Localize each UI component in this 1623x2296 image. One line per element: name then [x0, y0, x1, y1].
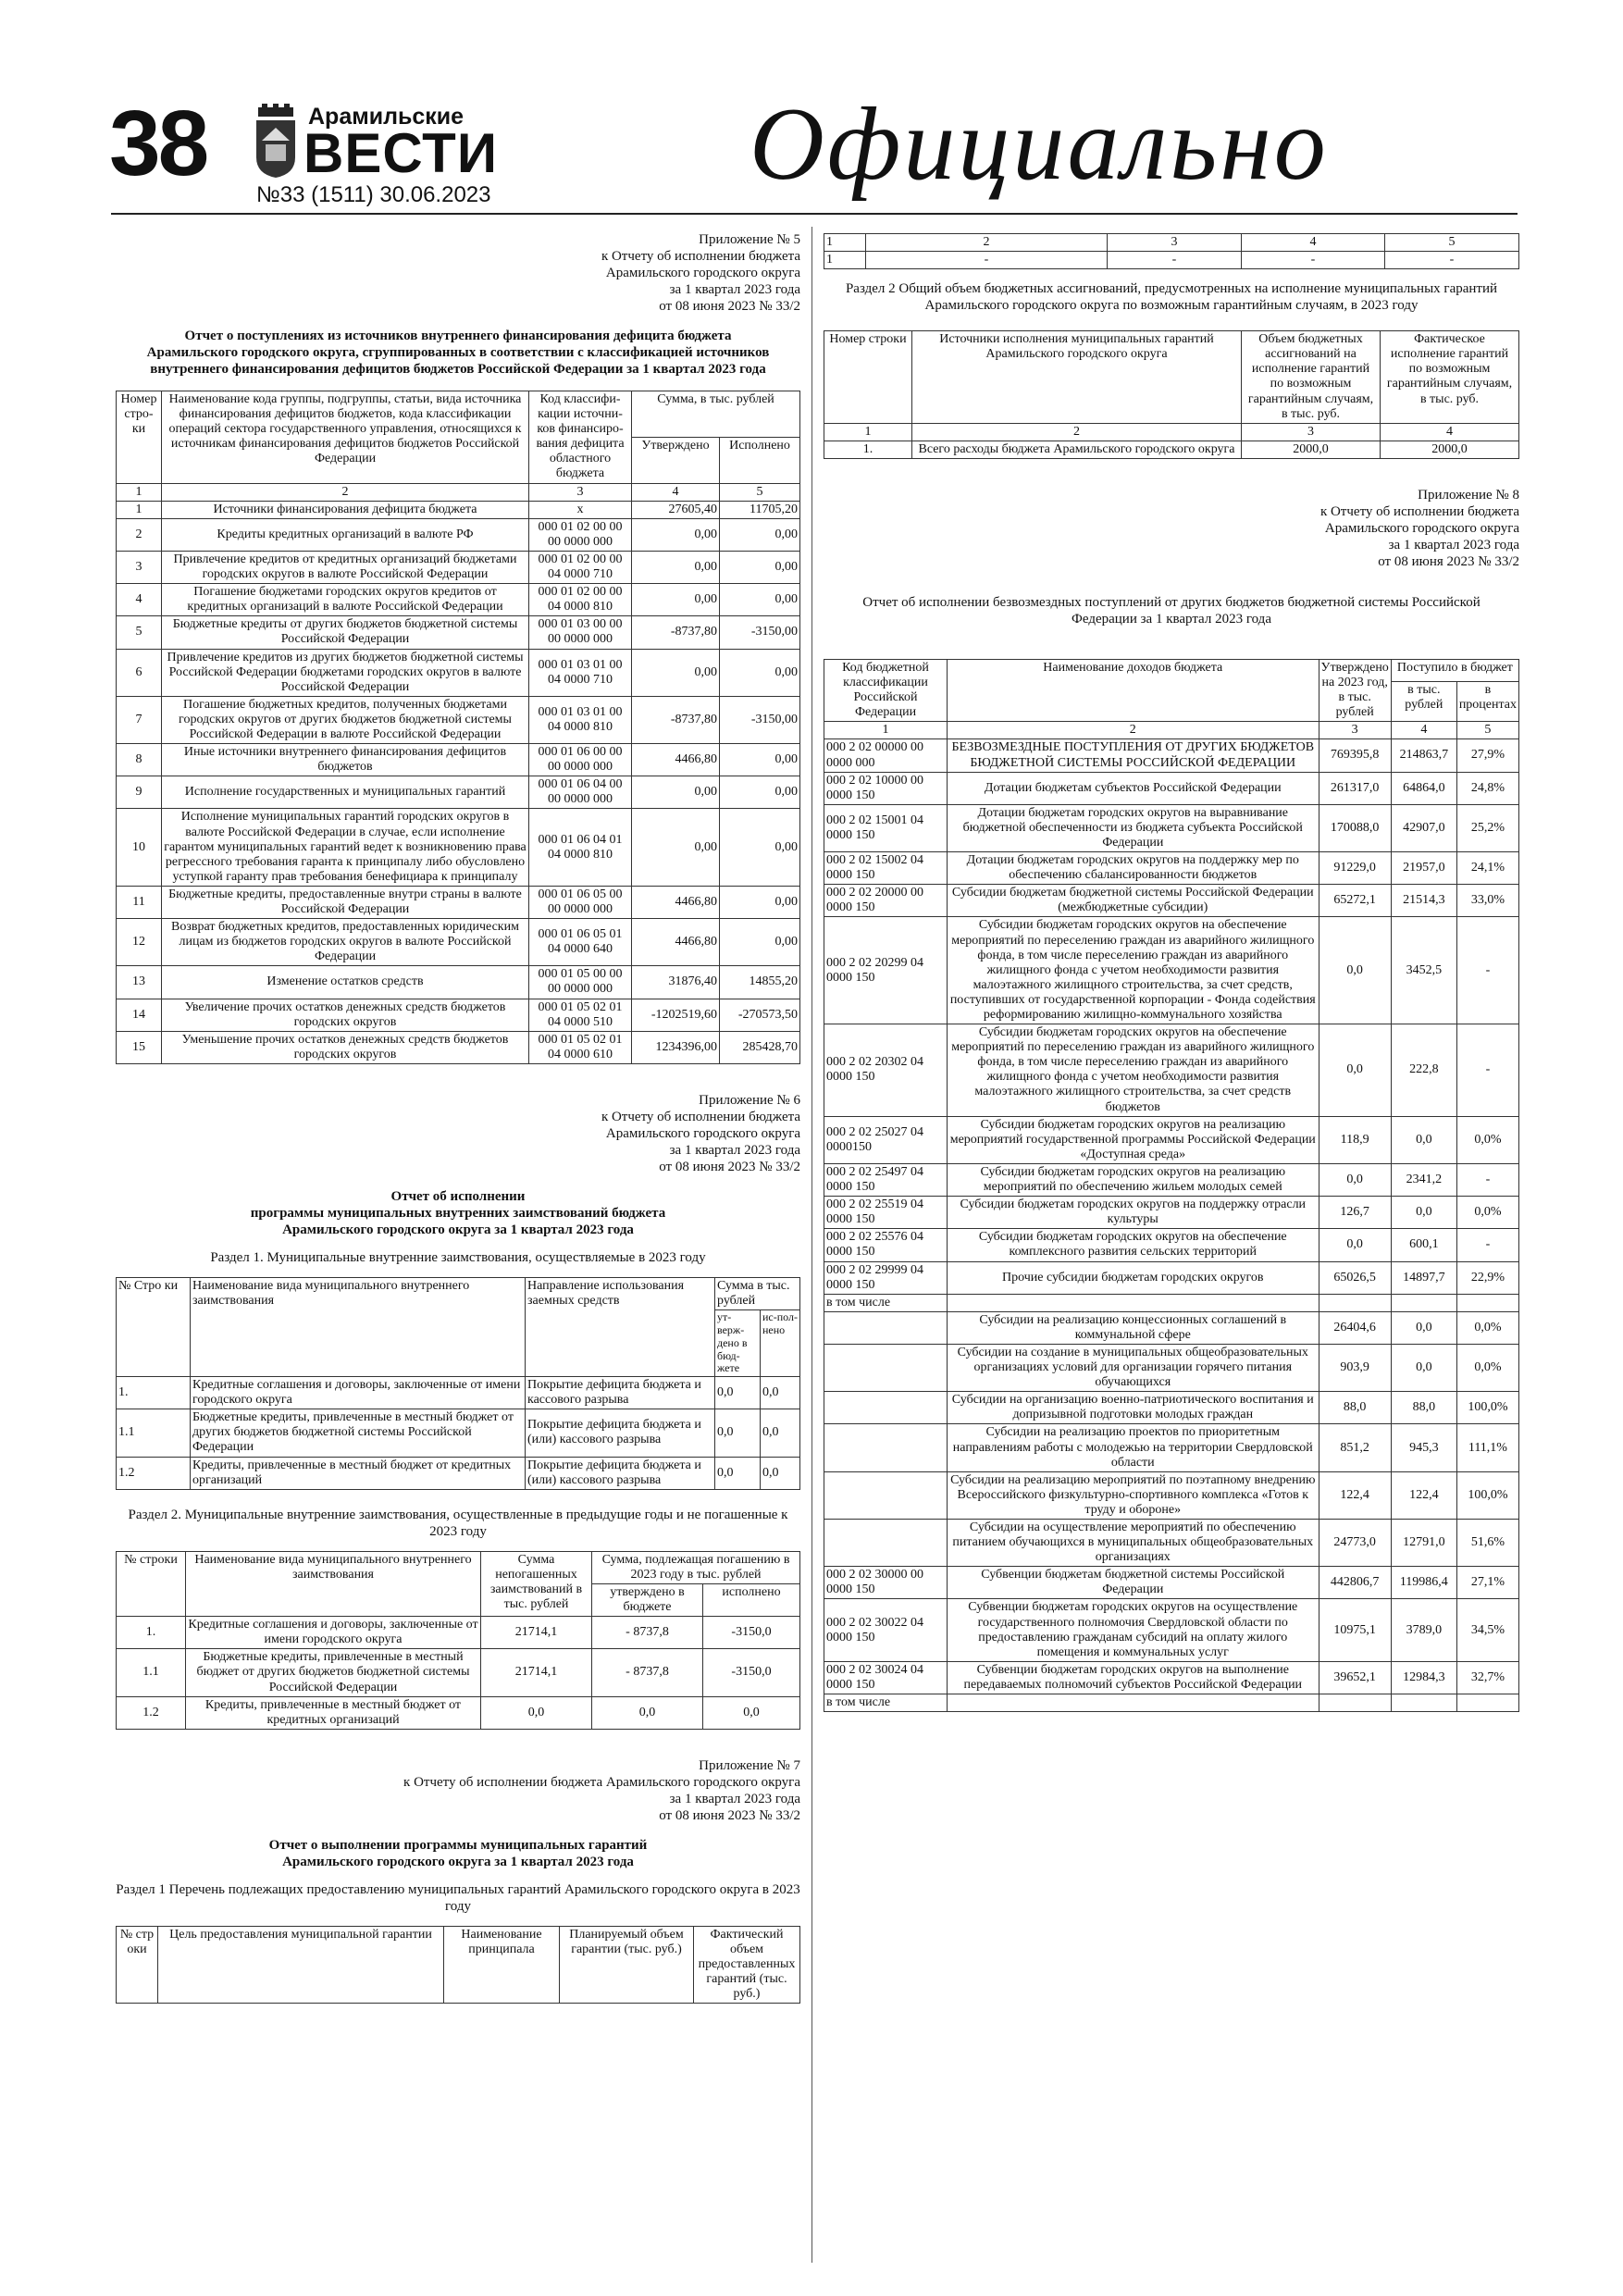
- table-cell: 0,0: [592, 1696, 703, 1729]
- table-cell: Прочие субсидии бюджетам городских округов: [948, 1261, 1319, 1294]
- table-cell: 91229,0: [1319, 852, 1391, 885]
- table-cell: -270573,50: [720, 999, 800, 1031]
- table-cell: 14855,20: [720, 966, 800, 999]
- table-cell: 000 2 02 25027 04 0000150: [824, 1116, 948, 1163]
- table-cell: 000 2 02 25576 04 0000 150: [824, 1229, 948, 1261]
- table-cell: - 8737,8: [592, 1617, 703, 1649]
- table-cell: 12: [117, 919, 162, 966]
- table-cell: -: [1456, 917, 1518, 1024]
- table-cell: -: [1456, 1163, 1518, 1196]
- table-row: [824, 739, 1519, 772]
- table-cell: [824, 1392, 948, 1424]
- table-row: [824, 1661, 1519, 1694]
- table-row: [117, 1617, 800, 1649]
- table-cell: Субсидии на реализацию концессионных соглашений в коммунальной сфере: [948, 1311, 1319, 1344]
- table-cell: 14: [117, 999, 162, 1031]
- table-cell: 0,00: [720, 744, 800, 776]
- table-cell: Дотации бюджетам субъектов Российской Федерации: [948, 772, 1319, 804]
- table-cell: 31876,40: [632, 966, 720, 999]
- table-row: [824, 1694, 1519, 1712]
- table-cell: [1391, 1694, 1456, 1712]
- table-cell: 000 2 02 00000 00 0000 000: [824, 739, 948, 772]
- table-cell: 122,4: [1391, 1471, 1456, 1519]
- table-cell: 0,00: [720, 809, 800, 886]
- table-cell: 0,0: [715, 1457, 761, 1489]
- table-cell: 000 01 06 05 01 04 0000 640: [529, 919, 632, 966]
- table-cell: 000 01 03 01 00 04 0000 710: [529, 649, 632, 696]
- table-row: [117, 999, 800, 1031]
- table-cell: [824, 1424, 948, 1471]
- table-cell: [1456, 1694, 1518, 1712]
- table-row: [824, 1311, 1519, 1344]
- table-cell: Исполнение муниципальных гарантий городских округов в валюте Российской Федерации в случае, если исполнение гарантом муниципальных гарантий ведет к возникновению права регрессного требования гаранта к принципалу либо обусловлено уступкой гаранту прав требования бенефициара к принципалу: [162, 809, 529, 886]
- table-cell: x: [529, 501, 632, 518]
- table-cell: Субвенции бюджетам городских округов на выполнение передаваемых полномочий субъектов Российской Федерации: [948, 1661, 1319, 1694]
- borrowings-table-2-body: [117, 1617, 800, 1730]
- table-row: [824, 772, 1519, 804]
- table-cell: 0,00: [720, 886, 800, 918]
- table-row: [824, 1471, 1519, 1519]
- table-cell: 0,0: [761, 1457, 800, 1489]
- table-cell: 0,0: [761, 1377, 800, 1409]
- table-cell: Субсидии на организацию военно-патриотического воспитания и допризывной подготовки молодых граждан: [948, 1392, 1319, 1424]
- table-cell: 000 01 05 02 01 04 0000 510: [529, 999, 632, 1031]
- table-cell: Субсидии на реализацию мероприятий по поэтапному внедрению Всероссийского физкультурно-спортивного комплекса «Готов к труду и обороне»: [948, 1471, 1319, 1519]
- table-row: [824, 885, 1519, 917]
- table-row: [824, 1599, 1519, 1661]
- table-cell: 000 2 02 30022 04 0000 150: [824, 1599, 948, 1661]
- appendix-6-section-2-title: Раздел 2. Муниципальные внутренние заимствования, осуществленные в предыдущие годы и не погашенные к 2023 году: [128, 1507, 788, 1539]
- table-cell: 261317,0: [1319, 772, 1391, 804]
- table-cell: Кредиты, привлеченные в местный бюджет от кредитных организаций: [186, 1696, 481, 1729]
- table-cell: 10: [117, 809, 162, 886]
- table-cell: Источники финансирования дефицита бюджета: [162, 501, 529, 518]
- table-cell: 000 2 02 25519 04 0000 150: [824, 1197, 948, 1229]
- table-row: [117, 616, 800, 649]
- table-cell: 100,0%: [1456, 1471, 1518, 1519]
- table-cell: 000 01 05 02 01 04 0000 610: [529, 1031, 632, 1063]
- left-column: [116, 231, 800, 2004]
- table-cell: Субсидии бюджетам городских округов на обеспечение мероприятий по переселению граждан из аварийного жилищного фонда, в том числе переселению граждан из аварийного жилищного фонда с учетом необходимости развития малоэтажного жилищного строительства, за счет средств бюджетов: [948, 1024, 1319, 1117]
- table-cell: Привлечение кредитов от кредитных организаций бюджетами городских округов в валюте Российской Федерации: [162, 551, 529, 583]
- appendix-8-title: Отчет об исполнении безвозмездных поступлений от других бюджетов бюджетной системы Российской Федерации за 1 квартал 2023 года: [862, 594, 1481, 627]
- table-cell: Изменение остатков средств: [162, 966, 529, 999]
- table-cell: 4: [117, 584, 162, 616]
- table-row: [824, 852, 1519, 885]
- table-cell: 000 2 02 30024 04 0000 150: [824, 1661, 948, 1694]
- table-cell: 51,6%: [1456, 1520, 1518, 1567]
- table-cell: 24,1%: [1456, 852, 1518, 885]
- table-cell: Кредиты кредитных организаций в валюте РФ: [162, 518, 529, 551]
- table-cell: 0,0: [481, 1696, 592, 1729]
- table-cell: 3: [117, 551, 162, 583]
- table-cell: 3789,0: [1391, 1599, 1456, 1661]
- table-cell: [824, 1520, 948, 1567]
- table-cell: [1391, 1294, 1456, 1311]
- table-cell: -3150,0: [703, 1649, 800, 1696]
- borrowings-table-1: № Стро ки Наименование вида муниципального внутреннего заимствования Направление использования заемных средств Сумма в тыс. рублей ут-верж-дено в бюд-жете ис-пол-нено 1. Кредитные соглашения и договоры, заключенные от имени городского округа Покрытие дефицита бюджета и кассового разрыва 0,0 0,0 1.1 Бюджетные кредиты, привлеченные в местный бюджет от других бюджетов бюджетной системы Российской Федерации Покрытие дефицита бюджета и (или) кассового разрыва 0,0 0,0 1.2 Кредиты, привлеченные в местный бюджет от кредитных организаций Покрытие дефицита бюджета и (или) кассового разрыва 0,0 0,0: [116, 1277, 800, 1490]
- guarantees-table-1: 1 2 3 4 5 1 - - - -: [824, 233, 1519, 269]
- table-cell: 000 2 02 25497 04 0000 150: [824, 1163, 948, 1196]
- table-cell: 88,0: [1391, 1392, 1456, 1424]
- appendix-6-section-1-title: Раздел 1. Муниципальные внутренние заимствования, осуществляемые в 2023 году: [210, 1249, 706, 1265]
- table-cell: [824, 1311, 948, 1344]
- table-cell: -: [1456, 1024, 1518, 1117]
- table-cell: 11: [117, 886, 162, 918]
- table-cell: Иные источники внутреннего финансирования дефицитов бюджетов: [162, 744, 529, 776]
- table-cell: 769395,8: [1319, 739, 1391, 772]
- logo-title: ВЕСТИ: [304, 122, 498, 184]
- table-cell: 14897,7: [1391, 1261, 1456, 1294]
- table-cell: 0,0: [1319, 1229, 1391, 1261]
- table-row: [117, 1409, 800, 1457]
- table-row: [824, 1163, 1519, 1196]
- table-cell: 111,1%: [1456, 1424, 1518, 1471]
- table-row: [117, 1649, 800, 1696]
- table-cell: 4466,80: [632, 919, 720, 966]
- table-row: [824, 1116, 1519, 1163]
- table-cell: 4466,80: [632, 744, 720, 776]
- table-cell: Бюджетные кредиты от других бюджетов бюджетной системы Российской Федерации: [162, 616, 529, 649]
- table-cell: 0,0: [715, 1409, 761, 1457]
- table-cell: Исполнение государственных и муниципальных гарантий: [162, 776, 529, 809]
- table-cell: [1456, 1294, 1518, 1311]
- table-cell: 0,0: [761, 1409, 800, 1457]
- table-cell: Субсидии бюджетам городских округов на обеспечение мероприятий по переселению граждан из аварийного жилищного фонда, в том числе переселению граждан из аварийного жилищного фонда с учетом необходимости развития малоэтажного жилищного строительства, за счет средств, поступивших от государственной корпорации - Фонда содействия реформированию жилищно-коммунального хозяйства: [948, 917, 1319, 1024]
- table-cell: 0,0: [1391, 1344, 1456, 1391]
- table-cell: Дотации бюджетам городских округов на поддержку мер по обеспечению сбалансированности бюджетов: [948, 852, 1319, 885]
- table-cell: 222,8: [1391, 1024, 1456, 1117]
- sources-table: Номер стро-ки Наименование кода группы, подгруппы, статьи, вида источника финансирования дефицитов бюджетов, кода классификации операций сектора государственного управления, относящихся к источникам финансирования дефицитов бюджетов Российской Федерации Код классифи-кации источни-ков финансиро-вания дефицита областного бюджета Сумма, в тыс. рублей Утверждено Исполнено 1 2 3 4 5 1 Источники финансирования дефицита бюджета x 27605,40 11705,20 2 Кредиты кредитных организаций в валюте РФ 000 01 02 00 00 00 0000 000 0,00 0,00 3 Привлечение кредитов от кредитных организаций бюджетами городских округов в валюте Российской Федерации 000 01 02 00 00 04 0000 710 0,00 0,00 4 Погашение бюджетами городских округов кредитов от кредитных организаций в валюте Российской Федерации 000 01 02 00 00 04 0000 810 0,00 0,00 5 Бюджетные кредиты от других бюджетов бюджетной системы Российской Федерации 000 01 03 00 00 00 0000 000 -8737,80 -3150,00 6 Привлечение кредитов из других бюджетов бюджетной системы Российской Федерации бюджетами городских округов в валюте Российской Федерации 000 01 03 01 00 04 0000 710 0,00 0,00 7 Погашение бюджетных кредитов, полученных бюджетами городских округов от других бюджетов бюджетной системы Российской Федерации в валюте Российской Федерации 000 01 03 01 00 04 0000 810 -8737,80 -3150,00 8 Иные источники внутреннего финансирования дефицитов бюджетов 000 01 06 00 00 00 0000 000 4466,80 0,00 9 Исполнение государственных и муниципальных гарантий 000 01 06 04 00 00 0000 000 0,00 0,00 10 Исполнение муниципальных гарантий городских округов в валюте Российской Федерации в случае, если исполнение гарантом муниципальных гарантий ведет к возникновению права регрессного требования гаранта к принципалу либо обусловлено уступкой гаранту прав требования бенефициара к принципалу 000 01 06 04 01 04 0000 810 0,00 0,00 11 Бюджетные кредиты, предоставленные внутри страны в валюте Российской Федерации 000 01 06 05 00 00 0000 000 4466,80 0,00 12 Возврат бюджетных кредитов, предоставленных юридическим лицам из бюджетов городских округов в валюте Российской Федерации 000 01 06 05 01 04 0000 640 4466,80 0,00 13 Изменение остатков средств 000 01 05 00 00 00 0000 000 31876,40 14855,20 14 Увеличение прочих остатков денежных средств бюджетов городских округов 000 01 05 02 01 04 0000 510 -1202519,60 -270573,50 15 Уменьшение прочих остатков денежных средств бюджетов городских округов 000 01 05 02 01 04 0000 610 1234396,00 285428,70: [116, 391, 800, 1064]
- table-row: [824, 1294, 1519, 1311]
- appendix-5-title: Отчет о поступлениях из источников внутреннего финансирования дефицита бюджета Арамильского городского округа, сгруппированных в соответствии с классификацией источников внутреннего финансирования дефицитов бюджетов Российской Федерации за 1 квартал 2023 года: [146, 329, 770, 377]
- table-cell: 0,0: [1319, 917, 1391, 1024]
- table-cell: 11705,20: [720, 501, 800, 518]
- table-cell: 0,00: [632, 809, 720, 886]
- appendix-5-label: Приложение № 5 к Отчету об исполнении бюджета Арамильского городского округа за 1 квартал 2023 года от 08 июня 2023 № 33/2: [601, 232, 800, 314]
- table-cell: 000 01 06 00 00 00 0000 000: [529, 744, 632, 776]
- table-cell: 126,7: [1319, 1197, 1391, 1229]
- table-cell: Субсидии на реализацию проектов по приоритетным направлениям работы с молодежью на территории Свердловской области: [948, 1424, 1319, 1471]
- table-cell: 3452,5: [1391, 917, 1456, 1024]
- borrowings-table-2: № строки Наименование вида муниципального внутреннего заимствования Сумма непогашенных заимствований в тыс. рублей Сумма, подлежащая погашению в 2023 году в тыс. рублей утверждено в бюджете исполнено 1. Кредитные соглашения и договоры, заключенные от имени городского округа 21714,1 - 8737,8 -3150,0 1.1 Бюджетные кредиты, привлеченные в местный бюджет от других бюджетов бюджетной системы Российской Федерации 21714,1 - 8737,8 -3150,0 1.2 Кредиты, привлеченные в местный бюджет от кредитных организаций 0,0 0,0 0,0: [116, 1551, 800, 1730]
- table-cell: 000 2 02 15002 04 0000 150: [824, 852, 948, 885]
- table-cell: 26404,6: [1319, 1311, 1391, 1344]
- table-row: [117, 776, 800, 809]
- table-cell: 000 01 06 05 00 00 0000 000: [529, 886, 632, 918]
- table-row: [117, 744, 800, 776]
- table-cell: 34,5%: [1456, 1599, 1518, 1661]
- table-cell: 000 01 02 00 00 04 0000 810: [529, 584, 632, 616]
- table-cell: 000 01 03 01 00 04 0000 810: [529, 696, 632, 743]
- table-cell: 39652,1: [1319, 1661, 1391, 1694]
- table-row: [117, 518, 800, 551]
- table-cell: 6: [117, 649, 162, 696]
- table-cell: 25,2%: [1456, 804, 1518, 851]
- appendix-7-label: Приложение № 7 к Отчету об исполнении бюджета Арамильского городского округа за 1 квартал 2023 года от 08 июня 2023 № 33/2: [403, 1757, 800, 1823]
- table-cell: Покрытие дефицита бюджета и (или) кассового разрыва: [526, 1457, 715, 1489]
- table-cell: 851,2: [1319, 1424, 1391, 1471]
- table-row: [117, 809, 800, 886]
- table-cell: 27,9%: [1456, 739, 1518, 772]
- table-row: [824, 1197, 1519, 1229]
- table-row: [117, 584, 800, 616]
- table-cell: 0,00: [632, 584, 720, 616]
- table-cell: Субсидии бюджетам городских округов на реализацию мероприятий по обеспечению жильем молодых семей: [948, 1163, 1319, 1196]
- table-cell: 0,0: [1391, 1311, 1456, 1344]
- table-cell: 0,00: [720, 649, 800, 696]
- table-cell: 65026,5: [1319, 1261, 1391, 1294]
- table-cell: Субвенции бюджетам бюджетной системы Российской Федерации: [948, 1567, 1319, 1599]
- page-number: 38: [109, 92, 207, 195]
- table-cell: 21714,1: [481, 1617, 592, 1649]
- table-row: [117, 696, 800, 743]
- table-cell: -3150,00: [720, 616, 800, 649]
- table-cell: Кредитные соглашения и договоры, заключенные от имени городского округа: [191, 1377, 526, 1409]
- appendix-7-section-2-title: Раздел 2 Общий объем бюджетных ассигнований, предусмотренных на исполнение муниципальных гарантий Арамильского городского округа по возможным гарантийным случаям, в 2023 году: [845, 281, 1498, 314]
- table-cell: Субсидии бюджетам городских округов на обеспечение комплексного развития сельских территорий: [948, 1229, 1319, 1261]
- appendix-7-title: Отчет о выполнении программы муниципальных гарантий Арамильского городского округа за 1 квартал 2023 года: [268, 1837, 648, 1869]
- table-cell: 214863,7: [1391, 739, 1456, 772]
- table-cell: 000 01 02 00 00 00 0000 000: [529, 518, 632, 551]
- table-cell: 442806,7: [1319, 1567, 1391, 1599]
- table-cell: Субсидии бюджетам городских округов на поддержку отрасли культуры: [948, 1197, 1319, 1229]
- table-cell: Субсидии на создание в муниципальных общеобразовательных организациях условий для организации горячего питания обучающихся: [948, 1344, 1319, 1391]
- table-cell: Субсидии на осуществление мероприятий по обеспечению питанием обучающихся в муниципальных общеобразовательных организациях: [948, 1520, 1319, 1567]
- table-cell: 945,3: [1391, 1424, 1456, 1471]
- table-cell: Кредитные соглашения и договоры, заключенные от имени городского округа: [186, 1617, 481, 1649]
- table-cell: 8: [117, 744, 162, 776]
- header-rule: [111, 213, 1518, 215]
- table-cell: - 8737,8: [592, 1649, 703, 1696]
- table-cell: 32,7%: [1456, 1661, 1518, 1694]
- table-cell: [824, 1471, 948, 1519]
- table-cell: Бюджетные кредиты, привлеченные в местный бюджет от других бюджетов бюджетной системы Российской Федерации: [191, 1409, 526, 1457]
- table-row: [117, 649, 800, 696]
- table-cell: 24,8%: [1456, 772, 1518, 804]
- table-cell: 42907,0: [1391, 804, 1456, 851]
- table-cell: -: [1456, 1229, 1518, 1261]
- table-row: [824, 804, 1519, 851]
- table-cell: 000 01 02 00 00 04 0000 710: [529, 551, 632, 583]
- table-row: [117, 551, 800, 583]
- grants-table-body: [824, 739, 1519, 1712]
- grants-table: Код бюджетной классификации Российской Федерации Наименование доходов бюджета Утверждено на 2023 год, в тыс. рублей Поступило в бюджет в тыс. рублей в процентах 1 2 3 4 5 000 2 02 00000 00 0000 000 БЕЗВОЗМЕЗДНЫЕ ПОСТУПЛЕНИЯ ОТ ДРУГИХ БЮДЖЕТОВ БЮДЖЕТНОЙ СИСТЕМЫ РОССИЙСКОЙ ФЕДЕРАЦИИ 769395,8 214863,7 27,9% 000 2 02 10000 00 0000 150 Дотации бюджетам субъектов Российской Федерации 261317,0 64864,0 24,8% 000 2 02 15001 04 0000 150 Дотации бюджетам городских округов на выравнивание бюджетной обеспеченности из бюджета субъекта Российской Федерации 170088,0 42907,0 25,2% 000 2 02 15002 04 0000 150 Дотации бюджетам городских округов на поддержку мер по обеспечению сбалансированности бюджетов 91229,0 21957,0 24,1% 000 2 02 20000 00 0000 150 Субсидии бюджетам бюджетной системы Российской Федерации (межбюджетные субсидии) 65272,1 21514,3 33,0% 000 2 02 20299 04 0000 150 Субсидии бюджетам городских округов на обеспечение мероприятий по переселению граждан из аварийного жилищного фонда, в том числе переселению граждан из аварийного жилищного фонда с учетом необходимости развития малоэтажного жилищного строительства, за счет средств, поступивших от государственной корпорации - Фонда содействия реформированию жилищно-коммунального хозяйства 0,0 3452,5 - 000 2 02 20302 04 0000 150 Субсидии бюджетам городских округов на обеспечение мероприятий по переселению граждан из аварийного жилищного фонда, в том числе переселению граждан из аварийного жилищного фонда с учетом необходимости развития малоэтажного жилищного строительства, за счет средств бюджетов 0,0 222,8 - 000 2 02 25027 04 0000150 Субсидии бюджетам городских округов на реализацию мероприятий государственной программы Российской Федерации «Доступная среда» 118,9 0,0 0,0% 000 2 02 25497 04 0000 150 Субсидии бюджетам городских округов на реализацию мероприятий по обеспечению жильем молодых семей 0,0 2341,2 - 000 2 02 25519 04 0000 150 Субсидии бюджетам городских округов на поддержку отрасли культуры 126,7 0,0 0,0% 000 2 02 25576 04 0000 150 Субсидии бюджетам городских округов на обеспечение комплексного развития сельских территорий 0,0 600,1 - 000 2 02 29999 04 0000 150 Прочие субсидии бюджетам городских округов 65026,5 14897,7 22,9% в том числе Субсидии на реализацию концессионных соглашений в коммунальной сфере 26404,6 0,0 0,0% Субсидии на создание в муниципальных общеобразовательных организациях условий для организации горячего питания обучающихся 903,9 0,0 0,0% Субсидии на организацию военно-патриотического воспитания и допризывной подготовки молодых граждан 88,0 88,0 100,0% Субсидии на реализацию проектов по приоритетным направлениям работы с молодежью на территории Свердловской области 851,2 945,3 111,1% Субсидии на реализацию мероприятий по поэтапному внедрению Всероссийского физкультурно-спортивного комплекса «Готов к труду и обороне» 122,4 122,4 100,0% Субсидии на осуществление мероприятий по обеспечению питанием обучающихся в муниципальных общеобразовательных организациях 24773,0 12791,0 51,6% 000 2 02 30000 00 0000 150 Субвенции бюджетам бюджетной системы Российской Федерации 442806,7 119986,4 27,1% 000 2 02 30022 04 0000 150 Субвенции бюджетам городских округов на осуществление государственного полномочия Свердловской области по предоставлению гражданам субсидий на оплату жилого помещения и коммунальных услуг 10975,1 3789,0 34,5% 000 2 02 30024 04 0000 150 Субвенции бюджетам городских округов на выполнение передаваемых полномочий субъектов Российской Федерации 39652,1 12984,3 32,7% в том числе: [824, 659, 1519, 1712]
- table-cell: 0,0%: [1456, 1197, 1518, 1229]
- table-cell: 0,00: [720, 518, 800, 551]
- table-row: [824, 1567, 1519, 1599]
- table-cell: 0,00: [720, 551, 800, 583]
- table-cell: [948, 1694, 1319, 1712]
- table-row: [824, 1520, 1519, 1567]
- table-row: [824, 917, 1519, 1024]
- table-cell: 000 2 02 20302 04 0000 150: [824, 1024, 948, 1117]
- table-row: [117, 966, 800, 999]
- table-row: [117, 1031, 800, 1063]
- table-cell: 4466,80: [632, 886, 720, 918]
- table-cell: 5: [117, 616, 162, 649]
- table-cell: Погашение бюджетных кредитов, полученных бюджетами городских округов от других бюджетов бюджетной системы Российской Федерации в валюте Российской Федерации: [162, 696, 529, 743]
- table-cell: 1234396,00: [632, 1031, 720, 1063]
- table-cell: 1.: [117, 1377, 191, 1409]
- table-cell: БЕЗВОЗМЕЗДНЫЕ ПОСТУПЛЕНИЯ ОТ ДРУГИХ БЮДЖЕТОВ БЮДЖЕТНОЙ СИСТЕМЫ РОССИЙСКОЙ ФЕДЕРАЦИИ: [948, 739, 1319, 772]
- table-cell: 2341,2: [1391, 1163, 1456, 1196]
- table-cell: Кредиты, привлеченные в местный бюджет от кредитных организаций: [191, 1457, 526, 1489]
- table-cell: 88,0: [1319, 1392, 1391, 1424]
- appendix-7-section-1-title: Раздел 1 Перечень подлежащих предоставлению муниципальных гарантий Арамильского городского округа в 2023 году: [116, 1881, 800, 1914]
- table-row: [117, 886, 800, 918]
- table-cell: Привлечение кредитов из других бюджетов бюджетной системы Российской Федерации бюджетами городских округов в валюте Российской Федерации: [162, 649, 529, 696]
- table-cell: 000 2 02 30000 00 0000 150: [824, 1567, 948, 1599]
- table-row: [824, 1392, 1519, 1424]
- coat-of-arms-icon: [253, 104, 299, 180]
- table-cell: 0,00: [632, 649, 720, 696]
- table-cell: 21957,0: [1391, 852, 1456, 885]
- guarantees-table-2: Номер строки Источники исполнения муниципальных гарантий Арамильского городского округа Объем бюджетных ассигнований на исполнение гарантий по возможным гарантийным случаям, в тыс. руб. Фактическое исполнение гарантий по возможным гарантийным случаям, в тыс. руб. 1 2 3 4 1. Всего расходы бюджета Арамильского городского округа 2000,0 2000,0: [824, 330, 1519, 459]
- table-cell: 119986,4: [1391, 1567, 1456, 1599]
- table-cell: 13: [117, 966, 162, 999]
- table-cell: -8737,80: [632, 696, 720, 743]
- table-cell: [948, 1294, 1319, 1311]
- table-cell: -3150,0: [703, 1617, 800, 1649]
- table-cell: [1319, 1694, 1391, 1712]
- table-cell: 100,0%: [1456, 1392, 1518, 1424]
- table-cell: 0,00: [720, 584, 800, 616]
- guarantees-table-1-head: № стр оки Цель предоставления муниципальной гарантии Наименование принципала Планируемый объем гарантии (тыс. руб.) Фактический объем предоставленных гарантий (тыс. руб.): [116, 1926, 800, 2004]
- table-cell: 000 01 06 04 01 04 0000 810: [529, 809, 632, 886]
- table-cell: 0,00: [632, 551, 720, 583]
- table-cell: в том числе: [824, 1294, 948, 1311]
- table-cell: 22,9%: [1456, 1261, 1518, 1294]
- table-cell: 2: [117, 518, 162, 551]
- table-cell: в том числе: [824, 1694, 948, 1712]
- table-cell: 000 2 02 15001 04 0000 150: [824, 804, 948, 851]
- table-cell: 0,0: [1391, 1197, 1456, 1229]
- appendix-8-label: Приложение № 8 к Отчету об исполнении бюджета Арамильского городского округа за 1 квартал 2023 года от 08 июня 2023 № 33/2: [1319, 487, 1519, 569]
- sources-table-body: [117, 501, 800, 1063]
- table-row: [824, 1261, 1519, 1294]
- table-cell: 21714,1: [481, 1649, 592, 1696]
- issue-info: №33 (1511) 30.06.2023: [256, 182, 491, 207]
- table-cell: 285428,70: [720, 1031, 800, 1063]
- table-cell: 000 2 02 29999 04 0000 150: [824, 1261, 948, 1294]
- table-cell: [1319, 1294, 1391, 1311]
- table-cell: 000 2 02 20000 00 0000 150: [824, 885, 948, 917]
- table-cell: 0,00: [720, 919, 800, 966]
- table-row: [824, 1024, 1519, 1117]
- table-cell: 7: [117, 696, 162, 743]
- table-cell: 27605,40: [632, 501, 720, 518]
- table-cell: Покрытие дефицита бюджета и (или) кассового разрыва: [526, 1409, 715, 1457]
- table-cell: 000 01 06 04 00 00 0000 000: [529, 776, 632, 809]
- table-cell: 0,0: [703, 1696, 800, 1729]
- table-cell: 0,0: [715, 1377, 761, 1409]
- table-cell: 000 2 02 10000 00 0000 150: [824, 772, 948, 804]
- table-cell: 15: [117, 1031, 162, 1063]
- table-cell: 64864,0: [1391, 772, 1456, 804]
- table-row: [117, 919, 800, 966]
- table-cell: 0,00: [632, 518, 720, 551]
- table-cell: 65272,1: [1319, 885, 1391, 917]
- table-row: [117, 501, 800, 518]
- newspaper-logo: [253, 104, 498, 184]
- table-cell: 000 01 05 00 00 00 0000 000: [529, 966, 632, 999]
- table-cell: Бюджетные кредиты, привлеченные в местный бюджет от других бюджетов бюджетной системы Российской Федерации: [186, 1649, 481, 1696]
- table-cell: 10975,1: [1319, 1599, 1391, 1661]
- table-cell: -1202519,60: [632, 999, 720, 1031]
- table-cell: 33,0%: [1456, 885, 1518, 917]
- table-cell: 0,0%: [1456, 1116, 1518, 1163]
- appendix-6-title: Отчет об исполнении программы муниципальных внутренних заимствований бюджета Арамильского городского округа за 1 квартал 2023 года: [250, 1188, 666, 1237]
- table-cell: 0,0: [1319, 1024, 1391, 1117]
- table-cell: 1.1: [117, 1649, 186, 1696]
- table-cell: -8737,80: [632, 616, 720, 649]
- table-cell: 1.2: [117, 1696, 186, 1729]
- table-row: [117, 1696, 800, 1729]
- table-cell: Возврат бюджетных кредитов, предоставленных юридическим лицам из бюджетов городских округов в валюте Российской Федерации: [162, 919, 529, 966]
- table-cell: 0,0: [1319, 1163, 1391, 1196]
- table-cell: -3150,00: [720, 696, 800, 743]
- table-cell: [824, 1344, 948, 1391]
- table-cell: 27,1%: [1456, 1567, 1518, 1599]
- table-cell: 000 01 03 00 00 00 0000 000: [529, 616, 632, 649]
- table-cell: 1.1: [117, 1409, 191, 1457]
- table-row: [117, 1377, 800, 1409]
- table-cell: Уменьшение прочих остатков денежных средств бюджетов городских округов: [162, 1031, 529, 1063]
- table-cell: 24773,0: [1319, 1520, 1391, 1567]
- table-cell: Субсидии бюджетам бюджетной системы Российской Федерации (межбюджетные субсидии): [948, 885, 1319, 917]
- table-cell: 122,4: [1319, 1471, 1391, 1519]
- table-cell: 12984,3: [1391, 1661, 1456, 1694]
- section-title: Официально: [750, 87, 1329, 202]
- table-cell: 1: [117, 501, 162, 518]
- table-cell: Дотации бюджетам городских округов на выравнивание бюджетной обеспеченности из бюджета субъекта Российской Федерации: [948, 804, 1319, 851]
- table-row: [824, 1424, 1519, 1471]
- table-cell: 0,00: [632, 776, 720, 809]
- table-cell: 170088,0: [1319, 804, 1391, 851]
- table-cell: 12791,0: [1391, 1520, 1456, 1567]
- table-cell: 600,1: [1391, 1229, 1456, 1261]
- table-cell: Увеличение прочих остатков денежных средств бюджетов городских округов: [162, 999, 529, 1031]
- logo-town: Арамильские: [308, 104, 465, 130]
- table-cell: Погашение бюджетами городских округов кредитов от кредитных организаций в валюте Российской Федерации: [162, 584, 529, 616]
- table-cell: Субсидии бюджетам городских округов на реализацию мероприятий государственной программы Российской Федерации «Доступная среда»: [948, 1116, 1319, 1163]
- table-cell: 0,0: [1391, 1116, 1456, 1163]
- appendix-6-label: Приложение № 6 к Отчету об исполнении бюджета Арамильского городского округа за 1 квартал 2023 года от 08 июня 2023 № 33/2: [601, 1092, 800, 1174]
- table-cell: 9: [117, 776, 162, 809]
- right-column: [824, 233, 1519, 1712]
- table-cell: 000 2 02 20299 04 0000 150: [824, 917, 948, 1024]
- table-cell: Субвенции бюджетам городских округов на осуществление государственного полномочия Свердловской области по предоставлению гражданам субсидий на оплату жилого помещения и коммунальных услуг: [948, 1599, 1319, 1661]
- table-cell: 0,0%: [1456, 1344, 1518, 1391]
- table-row: [117, 1457, 800, 1489]
- table-cell: 118,9: [1319, 1116, 1391, 1163]
- table-cell: 1.2: [117, 1457, 191, 1489]
- table-cell: 903,9: [1319, 1344, 1391, 1391]
- table-cell: 1.: [117, 1617, 186, 1649]
- borrowings-table-1-body: [117, 1377, 800, 1490]
- table-cell: Покрытие дефицита бюджета и кассового разрыва: [526, 1377, 715, 1409]
- table-row: [824, 1229, 1519, 1261]
- table-cell: 0,00: [720, 776, 800, 809]
- table-cell: 0,0%: [1456, 1311, 1518, 1344]
- table-row: [824, 1344, 1519, 1391]
- table-cell: Бюджетные кредиты, предоставленные внутри страны в валюте Российской Федерации: [162, 886, 529, 918]
- table-cell: 21514,3: [1391, 885, 1456, 917]
